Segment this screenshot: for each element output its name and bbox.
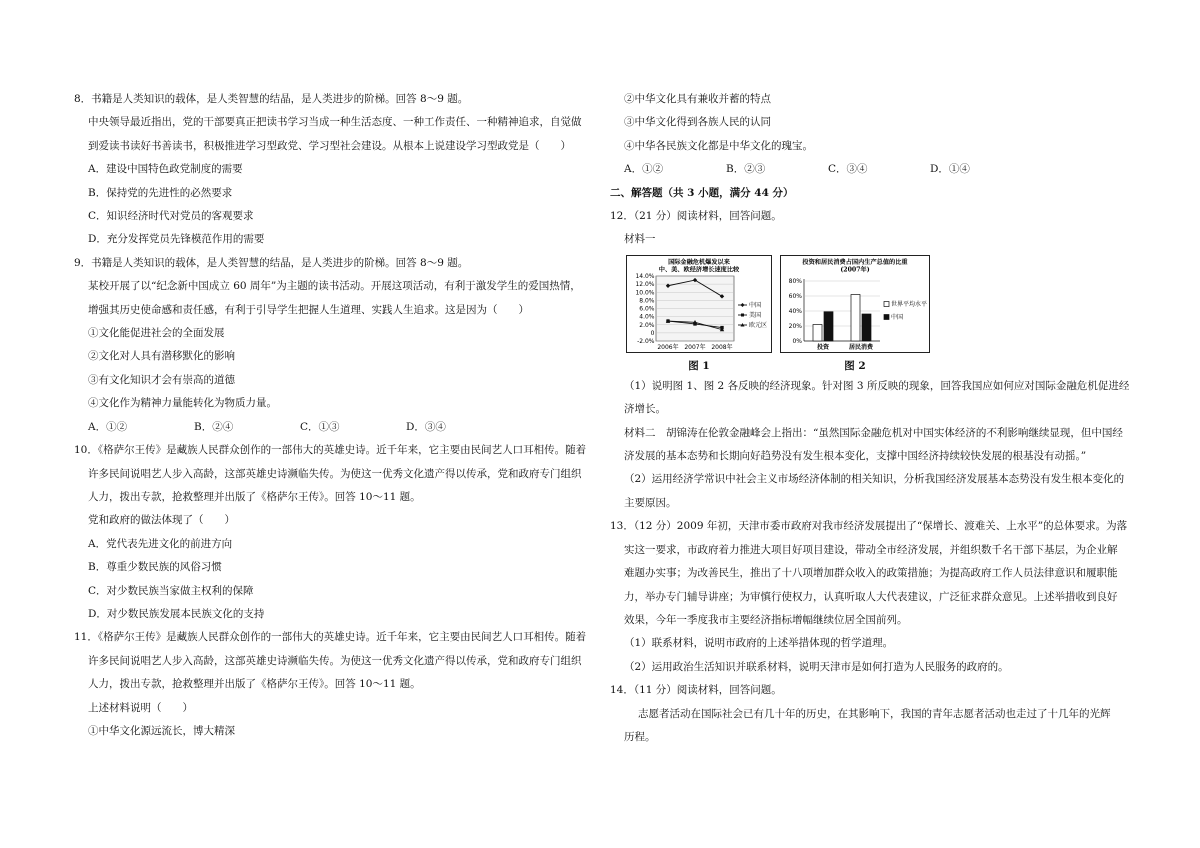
x-tick-label: 2007年 xyxy=(684,343,706,351)
y-tick-label: 8.0% xyxy=(639,297,655,305)
q10-option-b: B．尊重少数民族的风俗习惯 xyxy=(88,561,222,574)
q8-line: 到爱读书读好书善读书，积极推进学习型政党、学习型社会建设。从根本上说建设学习型政党是（ ） xyxy=(88,139,571,152)
chart-subtitle: 中、美、欧经济增长速度比较 xyxy=(658,266,740,274)
q12-material2-line: 济发展的基本态势和长期向好趋势没有发生根本变化，支撑中国经济持续较快发展的根基没有动摇。” xyxy=(624,450,1087,463)
q12-figures xyxy=(610,255,1130,373)
y-tick-label: 60% xyxy=(788,292,802,300)
bar xyxy=(862,314,871,341)
y-tick-label: 2.0% xyxy=(639,321,655,329)
figure-1 xyxy=(626,255,772,378)
q8-stem: 8．书籍是人类知识的载体，是人类智慧的结晶，是人类进步的阶梯。回答 8～9 题。 xyxy=(74,93,469,105)
q12-sub2-line: （2）运用经济学常识中社会主义市场经济体制的相关知识，分析我国经济发展基本态势没有发生根本变化的 xyxy=(624,473,1125,486)
chart-title: 国际金融危机爆发以来 xyxy=(668,258,730,266)
q11-item: ③中华文化得到各族人民的认同 xyxy=(624,116,771,129)
q11-line: 人力，拨出专款，抢救整理并出版了《格萨尔王传》。回答 10～11 题。 xyxy=(88,678,421,691)
q10-option-c: C．对少数民族当家做主权利的保障 xyxy=(88,584,254,597)
x-tick-label: 投资 xyxy=(816,343,830,351)
legend-label: 中国 xyxy=(749,301,762,309)
q9-item: ①文化能促进社会的全面发展 xyxy=(88,327,225,340)
q11-choice-b: B．②③ xyxy=(726,163,766,176)
q10-line: 人力，拨出专款，抢救整理并出版了《格萨尔王传》。回答 10～11 题。 xyxy=(88,490,421,503)
q12-sub2-line: 主要原因。 xyxy=(624,496,677,509)
q9-stem: 9．书籍是人类知识的载体，是人类智慧的结晶，是人类进步的阶梯。回答 8～9 题。 xyxy=(74,256,469,269)
q13-line: 力，举办专门辅导讲座；为审慎行使权力，认真听取人大代表建议，广泛征求群众意见。上述举措收到良好 xyxy=(624,590,1118,603)
q10-option-d: D．对少数民族发展本民族文化的支持 xyxy=(88,607,265,620)
q11-choice-a: A．①② xyxy=(624,163,664,176)
q14-line: 志愿者活动在国际社会已有几十年的历史，在其影响下，我国的青年志愿者活动也走过了十几年的光辉 xyxy=(638,707,1111,720)
x-tick-label: 2006年 xyxy=(657,343,679,351)
y-tick-label: 40% xyxy=(788,307,802,315)
chart-investment-consumption xyxy=(780,255,930,353)
bar xyxy=(824,312,833,341)
q9-choice-c: C．①③ xyxy=(300,420,340,433)
q12-material1-label: 材料一 xyxy=(624,233,656,246)
legend-label: 世界平均水平 xyxy=(891,300,928,308)
y-tick-label: 4.0% xyxy=(639,313,655,321)
figure-2 xyxy=(780,255,930,378)
q11-stem: 11．《格萨尔王传》是藏族人民群众创作的一部伟大的英雄史诗。近千年来，它主要由民间艺人口耳相传。随着 xyxy=(74,631,587,644)
q9-choice-a: A．①② xyxy=(88,420,128,433)
q9-line: 某校开展了以“纪念新中国成立 60 周年”为主题的读书活动。开展这项活动，有利于激发学生的爱国热情， xyxy=(88,280,581,293)
x-tick-label: 居民消费 xyxy=(848,343,874,351)
q9-item: ②文化对人具有潜移默化的影响 xyxy=(88,350,235,363)
q10-option-a: A．党代表先进文化的前进方向 xyxy=(88,537,233,550)
y-tick-label: 80% xyxy=(788,277,802,285)
q12-material2-line: 材料二 胡锦涛在伦敦金融峰会上指出：“虽然国际金融危机对中国实体经济的不利影响继续显现，但中国经 xyxy=(624,426,1123,439)
q9-item: ③有文化知识才会有崇高的道德 xyxy=(88,373,235,386)
y-tick-label: 20% xyxy=(788,322,802,330)
chart-subtitle: (2007年) xyxy=(840,266,870,274)
legend-marker xyxy=(741,313,744,316)
y-tick-label: -2.0% xyxy=(637,337,655,345)
y-tick-label: 0% xyxy=(792,337,802,345)
q9-line: 增强其历史使命感和责任感，有利于引导学生把握人生道理、实践人生追求。这是因为（ ） xyxy=(88,303,529,316)
q9-item: ④文化作为精神力量能转化为物质力量。 xyxy=(88,397,277,410)
q13-line: 难题办实事；为改善民生，推出了十八项增加群众收入的政策措施；为提高政府工作人员法律意识和履职能 xyxy=(624,567,1118,580)
y-tick-label: 14.0% xyxy=(635,272,655,280)
q13-line: 效果，今年一季度我市主要经济指标增幅继续位居全国前列。 xyxy=(624,613,908,626)
q11-item: ②中华文化具有兼收并蓄的特点 xyxy=(624,93,771,105)
q11-choice-c: C．③④ xyxy=(828,163,868,176)
q14-stem: 14．（11 分）阅读材料，回答问题。 xyxy=(610,684,782,697)
q11-item: ①中华文化源远流长，博大精深 xyxy=(88,724,235,737)
q8-option-b: B．保持党的先进性的必然要求 xyxy=(88,186,233,199)
legend-label: 欧元区 xyxy=(749,321,768,329)
q13-line: 实这一要求，市政府着力推进大项目好项目建设，带动全市经济发展，并组织数千名干部下基层，为企业解 xyxy=(624,543,1118,556)
q11-item: ④中华各民族文化都是中华文化的瑰宝。 xyxy=(624,139,813,152)
q8-option-c: C．知识经济时代对党员的客观要求 xyxy=(88,210,254,223)
q9-choice-d: D．③④ xyxy=(406,420,446,433)
legend-label: 美国 xyxy=(749,311,762,319)
bar xyxy=(813,324,822,341)
legend-swatch xyxy=(884,314,889,319)
y-tick-label: 12.0% xyxy=(635,280,655,288)
q12-sub1-line: （1）说明图 1、图 2 各反映的经济现象。针对图 3 所反映的现象，回答我国应如何应对国际金融危机促进经 xyxy=(624,379,1130,392)
y-tick-label: 6.0% xyxy=(639,305,655,313)
q10-line: 许多民间说唱艺人步入高龄，这部英雄史诗濒临失传。为使这一优秀文化遗产得以传承，党和政府专门组织 xyxy=(88,467,582,480)
legend-label: 中国 xyxy=(891,313,904,321)
q8-option-a: A．建设中国特色政党制度的需要 xyxy=(88,163,243,176)
figure-1-caption: 图 1 xyxy=(688,359,710,372)
y-tick-label: 0 xyxy=(650,329,655,337)
q11-line: 许多民间说唱艺人步入高龄，这部英雄史诗濒临失传。为使这一优秀文化遗产得以传承，党和政府专门组织 xyxy=(88,654,582,667)
chart-title: 投资和居民消费占国内生产总值的比重 xyxy=(802,258,908,266)
legend-swatch xyxy=(884,301,889,306)
q13-sub1: （1）联系材料，说明市政府的上述举措体现的哲学道理。 xyxy=(624,637,894,650)
q14-line: 历程。 xyxy=(624,730,656,743)
right-column xyxy=(610,88,1130,749)
q12-sub1-line: 济增长。 xyxy=(624,403,666,416)
q13-sub2: （2）运用政治生活知识并联系材料，说明天津市是如何打造为人民服务的政府的。 xyxy=(624,660,1009,673)
left-column xyxy=(74,88,587,743)
q10-line: 党和政府的做法体现了（ ） xyxy=(88,514,235,527)
chart-growth-comparison xyxy=(626,255,772,353)
q11-choices xyxy=(610,158,1130,181)
q9-choices xyxy=(74,416,574,439)
q8-option-d: D．充分发挥党员先锋模范作用的需要 xyxy=(88,233,265,246)
section-heading: 二、解答题（共 3 小题，满分 44 分） xyxy=(610,186,794,199)
q10-stem: 10．《格萨尔王传》是藏族人民群众创作的一部伟大的英雄史诗。近千年来，它主要由民间艺人口耳相传。随着 xyxy=(74,444,587,457)
q11-choice-d: D．①④ xyxy=(930,163,970,176)
bar xyxy=(851,294,860,341)
x-tick-label: 2008年 xyxy=(711,343,733,351)
q9-choice-b: B．②④ xyxy=(194,420,234,433)
q11-line: 上述材料说明（ ） xyxy=(88,701,193,714)
q8-line: 中央领导最近指出，党的干部要真正把读书学习当成一种生活态度、一种工作责任、一种精神追求，自觉做 xyxy=(88,116,582,129)
figure-2-caption: 图 2 xyxy=(844,359,866,372)
q13-line: 13．（12 分）2009 年初，天津市委市政府对我市经济发展提出了“保增长、渡难关、上水平”的总体要求。为落 xyxy=(610,520,1128,533)
y-tick-label: 10.0% xyxy=(635,289,655,297)
q12-stem: 12．（21 分）阅读材料，回答问题。 xyxy=(610,210,782,223)
